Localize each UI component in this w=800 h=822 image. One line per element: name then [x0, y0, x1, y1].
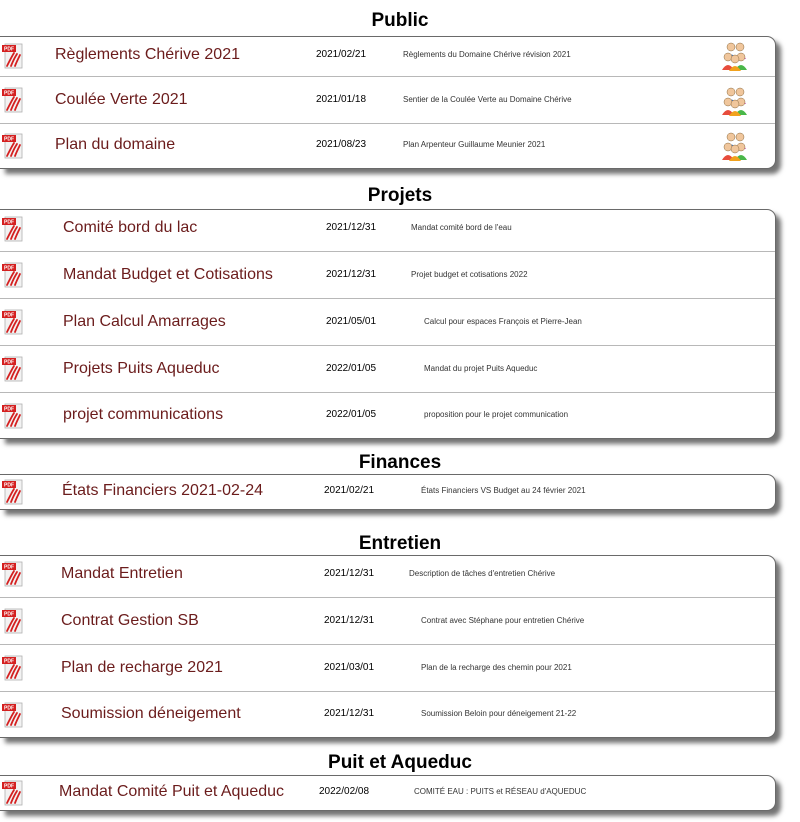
document-description: Mandat comité bord de l'eau [411, 223, 512, 232]
document-description: Projet budget et cotisations 2022 [411, 270, 528, 279]
document-date: 2021/01/18 [316, 94, 367, 105]
pdf-icon[interactable] [2, 702, 24, 728]
document-date: 2021/12/31 [326, 269, 377, 280]
document-date: 2021/12/31 [324, 708, 375, 719]
document-panel [0, 474, 776, 510]
section-title: Puit et Aqueduc [328, 752, 472, 773]
section-public [0, 10, 800, 165]
pdf-icon[interactable] [2, 43, 24, 69]
document-row[interactable] [0, 346, 775, 393]
pdf-icon[interactable] [2, 309, 24, 335]
pdf-icon[interactable] [2, 133, 24, 159]
pdf-icon[interactable] [2, 403, 24, 429]
document-description: Règlements du Domaine Chérive révision 2021 [403, 50, 571, 59]
document-title[interactable]: Contrat Gestion SB [61, 612, 199, 629]
svg-text:PDF: PDF [4, 219, 14, 226]
document-title[interactable]: Plan Calcul Amarrages [63, 313, 226, 330]
document-panel [0, 555, 776, 738]
document-row[interactable] [0, 77, 775, 124]
document-row[interactable] [0, 598, 775, 645]
document-date: 2021/03/01 [324, 662, 375, 673]
svg-text:PDF: PDF [4, 46, 14, 53]
document-description: États Financiers VS Budget au 24 février 2021 [421, 486, 586, 495]
document-title[interactable]: Mandat Entretien [61, 565, 183, 582]
svg-text:PDF: PDF [4, 312, 14, 319]
document-description: proposition pour le projet communication [424, 410, 569, 419]
document-row[interactable] [0, 776, 775, 810]
document-panel [0, 209, 776, 439]
pdf-icon[interactable] [2, 87, 24, 113]
document-row[interactable] [0, 556, 775, 598]
document-title[interactable]: Comité bord du lac [63, 219, 198, 236]
document-description: COMITÉ EAU : PUITS et RÉSEAU d'AQUEDUC [414, 787, 587, 796]
document-title[interactable]: Plan de recharge 2021 [61, 659, 223, 676]
group-icon [720, 86, 750, 116]
pdf-icon[interactable] [2, 479, 24, 505]
document-title[interactable]: Mandat Comité Puit et Aqueduc [59, 783, 285, 800]
document-panel [0, 36, 776, 169]
document-description: Contrat avec Stéphane pour entretien Chérive [421, 616, 585, 625]
section-title: Projets [367, 185, 433, 206]
document-title[interactable]: Soumission déneigement [61, 705, 241, 722]
pdf-icon[interactable] [2, 780, 24, 806]
document-description: Calcul pour espaces François et Pierre-Jean [424, 317, 582, 326]
section-title: Finances [358, 452, 442, 473]
document-date: 2021/12/31 [324, 615, 375, 626]
section-title: Public [371, 10, 429, 31]
document-title[interactable]: Coulée Verte 2021 [55, 91, 188, 108]
svg-text:PDF: PDF [4, 265, 14, 272]
document-date: 2021/02/21 [316, 49, 367, 60]
document-date: 2022/02/08 [319, 786, 370, 797]
document-title[interactable]: Mandat Budget et Cotisations [63, 266, 273, 283]
section-projets [0, 185, 800, 437]
svg-text:PDF: PDF [4, 658, 14, 665]
document-description: Plan de la recharge des chemin pour 2021 [421, 663, 572, 672]
document-description: Mandat du projet Puits Aqueduc [424, 364, 538, 373]
document-row[interactable] [0, 37, 775, 77]
document-row[interactable] [0, 393, 775, 438]
document-date: 2021/02/21 [324, 485, 375, 496]
document-row[interactable] [0, 210, 775, 252]
document-date: 2021/05/01 [326, 316, 377, 327]
document-row[interactable] [0, 692, 775, 737]
svg-text:PDF: PDF [4, 90, 14, 97]
document-title[interactable]: Projets Puits Aqueduc [63, 360, 220, 377]
group-icon [720, 41, 750, 71]
document-title[interactable]: États Financiers 2021-02-24 [62, 482, 263, 499]
document-description: Plan Arpenteur Guillaume Meunier 2021 [403, 140, 546, 149]
document-date: 2022/01/05 [326, 409, 377, 420]
document-description: Sentier de la Coulée Verte au Domaine Chérive [403, 95, 572, 104]
section-finances [0, 452, 800, 510]
document-row[interactable] [0, 475, 775, 509]
document-description: Soumission Beloin pour déneigement 21-22 [421, 709, 577, 718]
svg-text:PDF: PDF [4, 564, 14, 571]
svg-text:PDF: PDF [4, 705, 14, 712]
svg-text:PDF: PDF [4, 783, 14, 790]
svg-text:PDF: PDF [4, 611, 14, 618]
pdf-icon[interactable] [2, 262, 24, 288]
section-puit-aqueduc [0, 752, 800, 810]
document-description: Description de tâches d'entretien Chérive [409, 569, 556, 578]
pdf-icon[interactable] [2, 561, 24, 587]
document-row[interactable] [0, 124, 775, 168]
svg-text:PDF: PDF [4, 482, 14, 489]
document-date: 2022/01/05 [326, 363, 377, 374]
document-row[interactable] [0, 299, 775, 346]
document-panel [0, 775, 776, 811]
document-row[interactable] [0, 252, 775, 299]
document-title[interactable]: projet communications [63, 406, 224, 423]
document-title[interactable]: Plan du domaine [55, 136, 176, 153]
section-entretien [0, 533, 800, 738]
pdf-icon[interactable] [2, 608, 24, 634]
svg-text:PDF: PDF [4, 136, 14, 143]
pdf-icon[interactable] [2, 356, 24, 382]
document-date: 2021/08/23 [316, 139, 367, 150]
svg-text:PDF: PDF [4, 406, 14, 413]
pdf-icon[interactable] [2, 655, 24, 681]
pdf-icon[interactable] [2, 216, 24, 242]
section-title: Entretien [358, 533, 442, 554]
group-icon [720, 131, 750, 161]
document-date: 2021/12/31 [324, 568, 375, 579]
document-title[interactable]: Règlements Chérive 2021 [55, 46, 240, 63]
document-date: 2021/12/31 [326, 222, 377, 233]
svg-text:PDF: PDF [4, 359, 14, 366]
document-row[interactable] [0, 645, 775, 692]
